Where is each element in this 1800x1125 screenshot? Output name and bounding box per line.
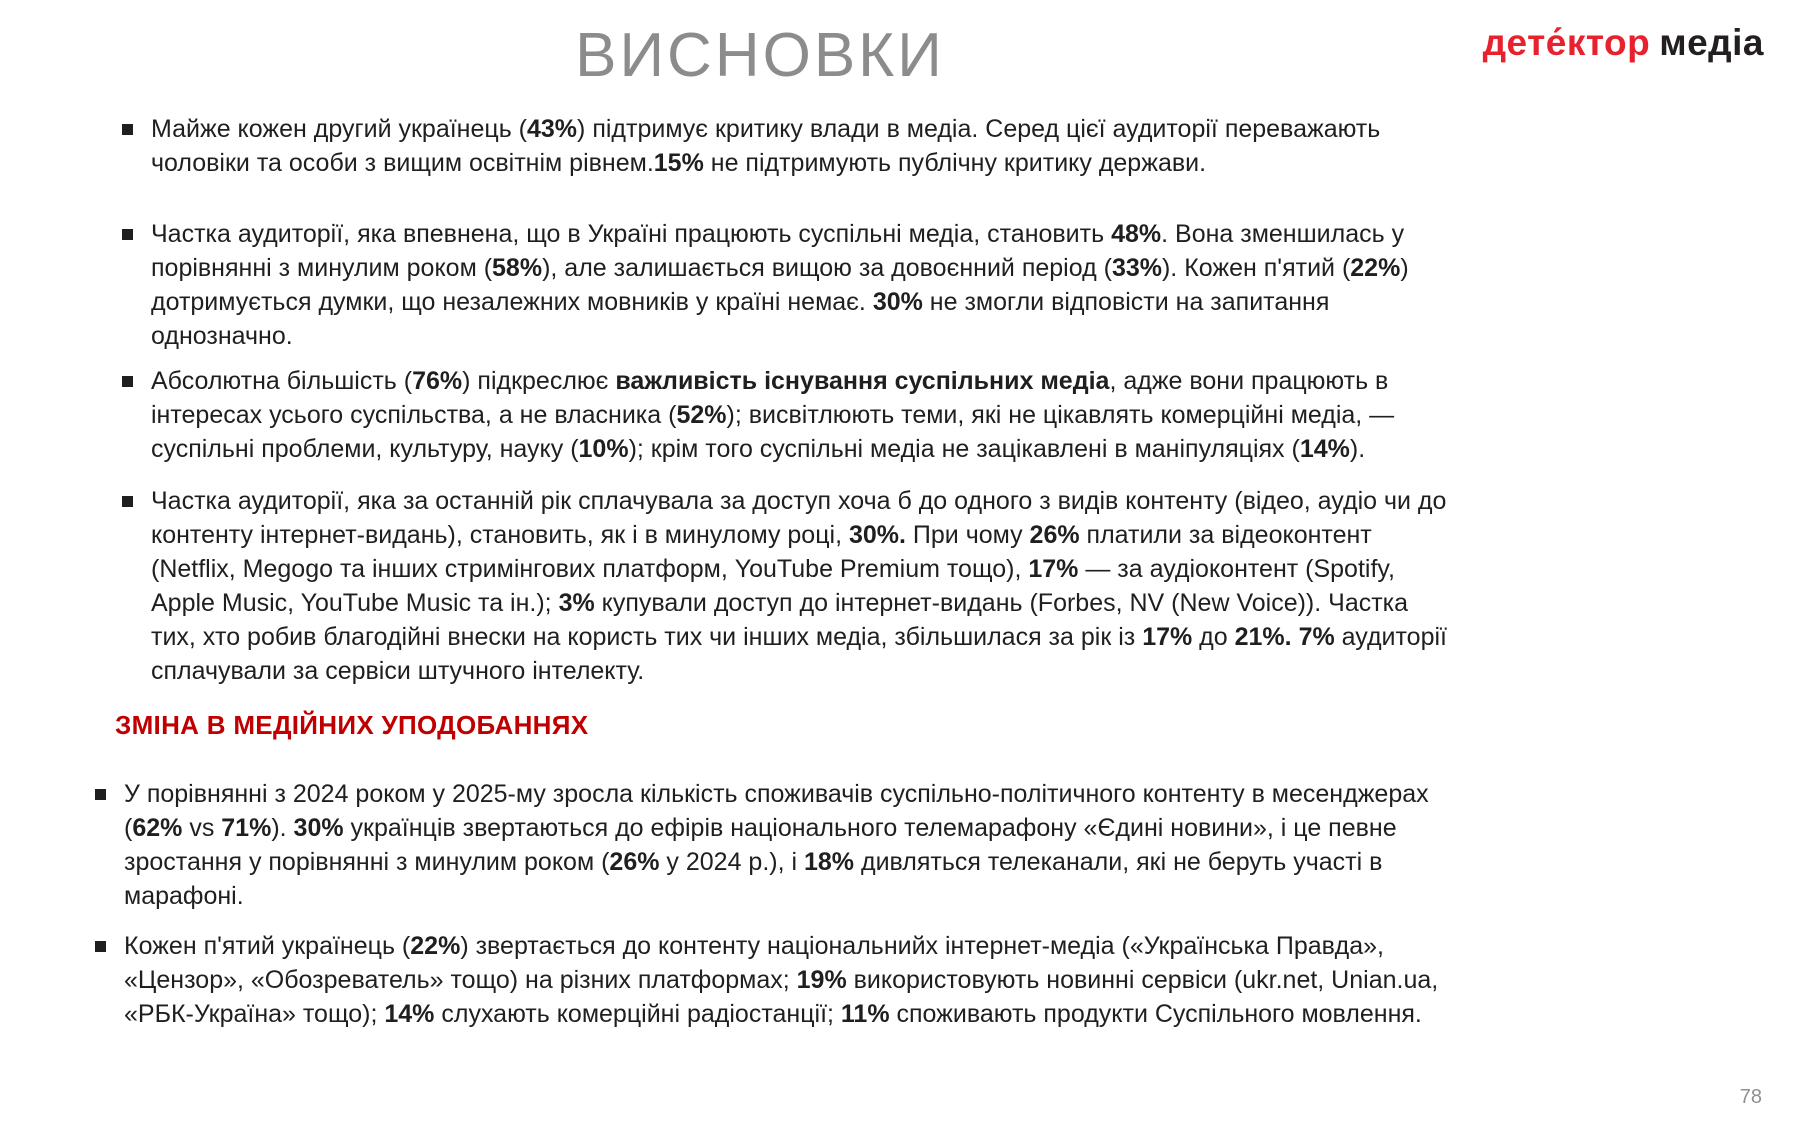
bullet-text: У порівнянні з 2024 роком у 2025-му зросла кількість споживачів суспільно-політичного контенту в месенджерах (62% vs 71%). 30% українців звертаються до ефірів національного телемарафону «Єдині новини», і це певне зростання у порівнянні з минулим роком (26% у 2024 р.), і 18% дивляться телеканали, які не беруть участі в марафоні. [124, 780, 1429, 910]
logo-word-media: медіа [1659, 22, 1764, 63]
bullet-square-icon [122, 229, 133, 240]
bullet-item [95, 777, 1485, 913]
bullet-text: Абсолютна більшість (76%) підкреслює важливість існування суспільних медіа, адже вони працюють в інтересах усього суспільства, а не власника (52%); висвітлюють теми, які не цікавлять комерційні медіа, — суспільні проблеми, культуру, науку (10%); крім того суспільні медіа не зацікавлені в маніпуляціях (14%). [151, 367, 1395, 463]
bullet-item [95, 929, 1485, 1031]
page-number: 78 [1739, 1086, 1762, 1108]
page-title: ВИСНОВКИ [575, 21, 945, 90]
detector-media-logo [1483, 22, 1764, 64]
conclusions-list [122, 112, 1457, 688]
bullet-text: Частка аудиторії, яка впевнена, що в Україні працюють суспільні медіа, становить 48%. Вона зменшилась у порівнянні з минулим роком (58%), але залишається вищою за довоєнний період (33%). Кожен п'ятий (22%) дотримується думки, що незалежних мовників у країні немає. 30% не змогли відповісти на запитання однозначно. [151, 220, 1409, 350]
bullet-item [122, 484, 1457, 688]
bullet-square-icon [122, 496, 133, 507]
media-preferences-list [95, 777, 1485, 1031]
bullet-text: Майже кожен другий українець (43%) підтримує критику влади в медіа. Серед цієї аудиторії переважають чоловіки та особи з вищим освітнім рівнем.15% не підтримують публічну критику держави. [151, 115, 1381, 177]
bullet-text: Кожен п'ятий українець (22%) звертається до контенту національнийх інтернет-медіа («Українська Правда», «Цензор», «Обозреватель» тощо) на різних платформах; 19% використовують новинні сервіси (ukr.net, Unian.ua, «РБК-Україна» тощо); 14% слухають комерційні радіостанції; 11% споживають продукти Суспільного мовлення. [124, 932, 1439, 1028]
section-heading-media-preferences: ЗМІНА В МЕДІЙНИХ УПОДОБАННЯХ [115, 710, 589, 740]
bullet-square-icon [122, 124, 133, 135]
bullet-text: Частка аудиторії, яка за останній рік сплачувала за доступ хоча б до одного з видів контенту (відео, аудіо чи до контенту інтернет-видань), становить, як і в минулому році, 30%. При чому 26% платили за відеоконтент (Netflix, Megogo та інших стримінгових платформ, YouTube Premium тощо), 17% — за аудіоконтент (Spotify, Apple Music, YouTube Music та ін.); 3% купували доступ до інтернет-видань (Forbes, NV (New Voice)). Частка тих, хто робив благодійні внески на користь тих чи інших медіа, збільшилася за рік із 17% до 21%. 7% аудиторії сплачували за сервіси штучного інтелекту. [151, 487, 1447, 685]
bullet-item [122, 112, 1457, 180]
bullet-item [122, 217, 1457, 353]
logo-word-detector: дете́ктор [1482, 22, 1651, 63]
bullet-square-icon [122, 376, 133, 387]
bullet-item [122, 364, 1457, 466]
bullet-square-icon [95, 941, 106, 952]
bullet-square-icon [95, 789, 106, 800]
